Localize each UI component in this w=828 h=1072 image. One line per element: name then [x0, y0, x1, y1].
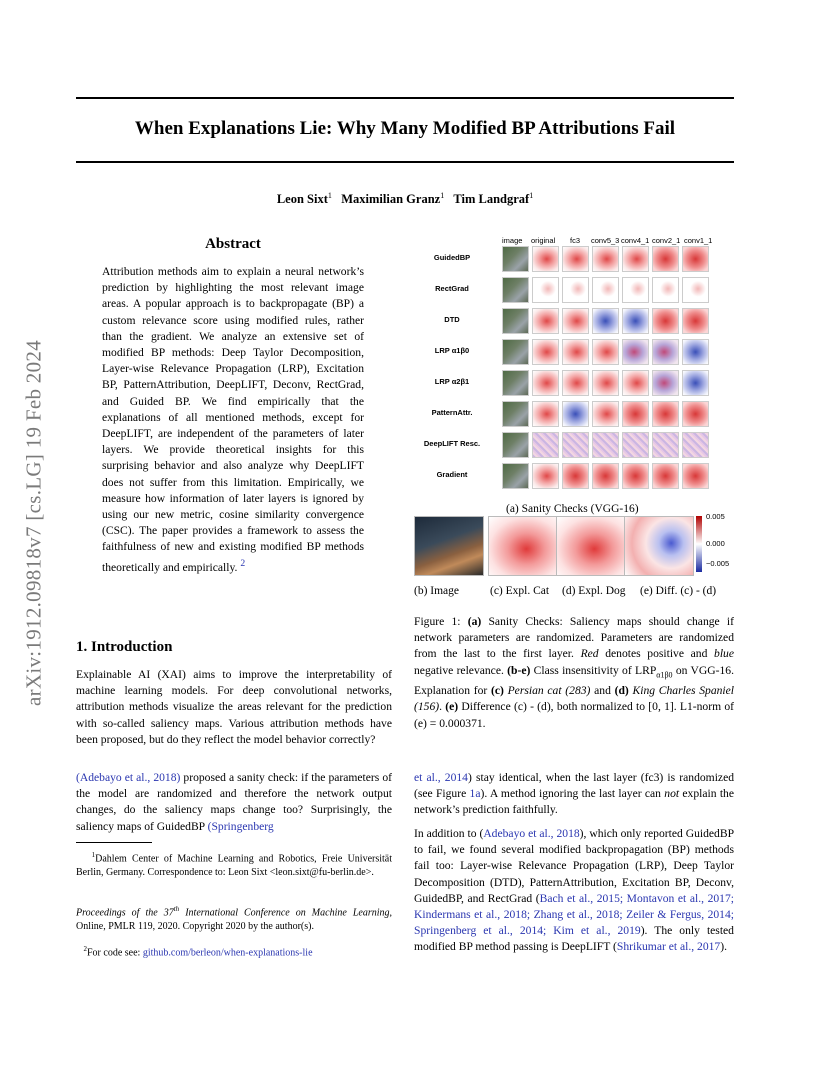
saliency-map-thumbnail: [592, 246, 619, 272]
right-paragraph-1: et al., 2014) stay identical, when the last layer (fc3) is randomized (see Figure 1a). A method ignoring the last layer can not explain the network’s prediction faithfully.: [414, 771, 735, 817]
citation-link[interactable]: Shrikumar et al., 2017: [616, 940, 721, 954]
saliency-map-thumbnail: [562, 246, 589, 272]
input-image-thumbnail: [502, 401, 529, 427]
author-name: Maximilian Granz: [341, 192, 441, 207]
saliency-map-thumbnail: [622, 463, 649, 489]
figure-1: [410, 232, 740, 608]
intro-paragraph-2: (Adebayo et al., 2018) proposed a sanity check: if the parameters of the model are randomized and therefore the network output changes, do the saliency maps change too? Surprisingly, the saliency maps of GuidedBP (Springenberg: [76, 771, 392, 833]
saliency-map-thumbnail: [622, 308, 649, 334]
citation-link[interactable]: Bach et al., 2015; Montavon et al., 2017; Kindermans et al., 2018; Zhang et al., 2018; Zeiler & Fergus, 2014; Springenberg et al., 2014; Kim et al., 2019: [414, 891, 734, 938]
input-image-thumbnail: [502, 432, 529, 458]
saliency-map-thumbnail: [682, 246, 709, 272]
intro-paragraph-1: Explainable AI (XAI) aims to improve the interpretability of machine learning models. For deep convolutional networks, attribution methods visualize the areas relevant for the prediction with so-called saliency maps. Various attribution methods have been proposed, but do they reflect the model behavior correctly?: [76, 668, 392, 746]
saliency-map-thumbnail: [652, 246, 679, 272]
footnote-2-link[interactable]: 2: [240, 557, 246, 569]
saliency-map-thumbnail: [532, 432, 559, 458]
saliency-map-thumbnail: [622, 401, 649, 427]
saliency-map-thumbnail: [562, 432, 589, 458]
sub-caption: (b) Image: [414, 585, 460, 597]
saliency-map-thumbnail: [592, 401, 619, 427]
column-header: conv4_1: [621, 236, 650, 245]
saliency-map-thumbnail: [532, 370, 559, 396]
row-label: DTD: [444, 315, 460, 324]
saliency-map-thumbnail: [532, 277, 559, 303]
abstract-heading: Abstract: [205, 236, 261, 252]
saliency-map-thumbnail: [652, 370, 679, 396]
saliency-map-thumbnail: [562, 370, 589, 396]
saliency-map-thumbnail: [622, 277, 649, 303]
input-image-thumbnail: [502, 463, 529, 489]
saliency-map-thumbnail: [532, 339, 559, 365]
top-rule: [76, 97, 734, 99]
saliency-map-thumbnail: [532, 401, 559, 427]
saliency-map-thumbnail: [562, 401, 589, 427]
saliency-map-thumbnail: [652, 308, 679, 334]
saliency-map-thumbnail: [682, 277, 709, 303]
author-list: Leon Sixt$^1$ Maximilian Granz$^1$ Tim Landgraf$^1$: [276, 191, 534, 207]
saliency-map-thumbnail: [652, 432, 679, 458]
column-header: image: [502, 236, 523, 245]
saliency-map-thumbnail: [682, 432, 709, 458]
saliency-map-thumbnail: [682, 463, 709, 489]
citation-link[interactable]: (Springenberg: [207, 819, 274, 833]
section-heading-introduction: 1. Introduction: [76, 639, 173, 655]
footnote-2: $^2$For code see: github.com/berleon/when-explanations-lie: [83, 945, 313, 959]
abstract-text: Attribution methods aim to explain a neural network’s prediction by highlighting the most relevant image areas. A popular approach is to backpropagate (BP) a custom relevance score using modified rules, rather than the gradient. We analyze an extensive set of modified BP methods: Deep Taylor Decomposition, Layer-wise Relevance Propagation (LRP), Excitation BP, PatternAttribution, DeepLIFT, Deconv, RectGrad, and Guided BP. We find empirically that the explanations of all mentioned methods, except for DeepLIFT, are independent of the parameters of later layers. We provide theoretical insights for this surprising behavior and also analyze why DeepLIFT does not suffer from this limitation. Empirically, we measure how information of later layers is ignored by using our new metric, cosine similarity convergence (CSC). The paper provides a framework to assess the faithfulness of new and existing modified BP methods theoretically and empirically. $^2$: [102, 265, 364, 574]
row-label: LRP α1β0: [434, 346, 470, 355]
saliency-map-thumbnail: [592, 308, 619, 334]
saliency-map-thumbnail: [562, 463, 589, 489]
column-header: conv1_1: [684, 236, 713, 245]
saliency-map-thumbnail: [622, 370, 649, 396]
right-paragraph-2: In addition to (Adebayo et al., 2018), which only reported GuidedBP to fail, we found several modified backpropagation (BP) methods fail too: Layer-wise Relevance Propagation (LRP), Deep Taylor Decomposition (DTD), PatternAttribution, Excitation BP, Deconv, GuidedBP, and RectGrad (Bach et al., 2015; Montavon et al., 2017; Kindermans et al., 2018; Zhang et al., 2018; Zeiler & Fergus, 2014; Springenberg et al., 2014; Kim et al., 2019). The only tested modified BP method passing is DeepLIFT (Shrikumar et al., 2017).: [414, 827, 735, 954]
row-label: GuidedBP: [433, 253, 471, 262]
colorbar: [696, 516, 702, 572]
saliency-map-thumbnail: [652, 277, 679, 303]
panel-expl-dog: [556, 516, 626, 576]
column-header: conv2_1: [652, 236, 681, 245]
proceedings-note: Proceedings of the 37th International Conference on Machine Learning, Online, PMLR 119, 2020. Copyright 2020 by the author(s).: [76, 905, 392, 932]
saliency-map-thumbnail: [622, 246, 649, 272]
saliency-map-thumbnail: [592, 432, 619, 458]
citation-link[interactable]: (Adebayo et al., 2018): [76, 771, 181, 784]
author-name: Leon Sixt: [276, 192, 328, 207]
arxiv-sidebar-identifier: arXiv:1912.09818v7 [cs.LG] 19 Feb 2024: [21, 339, 46, 707]
panel-diff: [624, 516, 694, 576]
figure-link[interactable]: 1a: [469, 787, 481, 801]
code-link[interactable]: github.com/berleon/when-explanations-lie: [142, 947, 313, 959]
caption-a: (a) Sanity Checks (VGG-16): [506, 503, 639, 515]
saliency-map-thumbnail: [562, 277, 589, 303]
row-label: PatternAttr.: [431, 408, 473, 417]
paper-title: When Explanations Lie: Why Many Modified BP Attributions Fail: [134, 118, 676, 139]
title-bottom-rule: [76, 161, 734, 163]
footnote-rule: [76, 842, 152, 843]
saliency-map-thumbnail: [652, 339, 679, 365]
saliency-map-thumbnail: [592, 463, 619, 489]
saliency-map-thumbnail: [592, 277, 619, 303]
saliency-map-thumbnail: [682, 370, 709, 396]
colorbar-tick: 0.000: [706, 539, 725, 548]
saliency-map-thumbnail: [592, 370, 619, 396]
saliency-map-thumbnail: [682, 339, 709, 365]
column-header: original: [531, 236, 556, 245]
input-image-thumbnail: [502, 277, 529, 303]
author-name: Tim Landgraf: [453, 192, 530, 207]
colorbar-tick: 0.005: [706, 512, 725, 521]
saliency-map-thumbnail: [532, 246, 559, 272]
column-header: fc3: [570, 236, 581, 245]
saliency-map-thumbnail: [532, 463, 559, 489]
footnote-1: $^1$Dahlem Center of Machine Learning and Robotics, Freie Universität Berlin, Germany. Correspondence to: Leon Sixt <leon.sixt@fu-berlin.de>.: [76, 851, 393, 878]
saliency-map-thumbnail: [622, 339, 649, 365]
saliency-map-thumbnail: [562, 339, 589, 365]
saliency-map-thumbnail: [652, 463, 679, 489]
saliency-map-thumbnail: [592, 339, 619, 365]
column-header: conv5_3: [591, 236, 620, 245]
sub-caption: (e) Diff. (c) - (d): [640, 585, 717, 597]
saliency-map-thumbnail: [682, 308, 709, 334]
citation-link[interactable]: Adebayo et al., 2018: [483, 827, 580, 840]
row-label: RectGrad: [435, 284, 469, 293]
saliency-map-thumbnail: [652, 401, 679, 427]
saliency-map-thumbnail: [622, 432, 649, 458]
saliency-map-thumbnail: [562, 308, 589, 334]
panel-image: [414, 516, 484, 576]
saliency-map-thumbnail: [532, 308, 559, 334]
row-label: LRP α2β1: [434, 377, 470, 386]
colorbar-tick: −0.005: [706, 559, 730, 568]
input-image-thumbnail: [502, 339, 529, 365]
input-image-thumbnail: [502, 370, 529, 396]
input-image-thumbnail: [502, 308, 529, 334]
row-label: Gradient: [436, 470, 468, 479]
saliency-map-thumbnail: [682, 401, 709, 427]
row-label: DeepLIFT Resc.: [423, 439, 481, 448]
panel-expl-cat: [488, 516, 558, 576]
input-image-thumbnail: [502, 246, 529, 272]
citation-link[interactable]: et al., 2014: [414, 771, 468, 784]
figure-caption: Figure 1: (a) Sanity Checks: Saliency maps should change if network parameters are randomized. Parameters are randomized from the last to the first layer. Red denotes positive and blue negative relevance. (b-e) Class insensitivity of $LRP_{\alpha 1\beta 0}$ on VGG-16. Explanation for (c) Persian cat (283) and (d) King Charles Spaniel (156). (e) Difference (c) - (d), both normalized to [0, 1]. L1-norm of (e) = 0.000371.: [414, 615, 735, 730]
sub-caption: (c) Expl. Cat: [490, 585, 550, 597]
sub-caption: (d) Expl. Dog: [562, 585, 626, 597]
